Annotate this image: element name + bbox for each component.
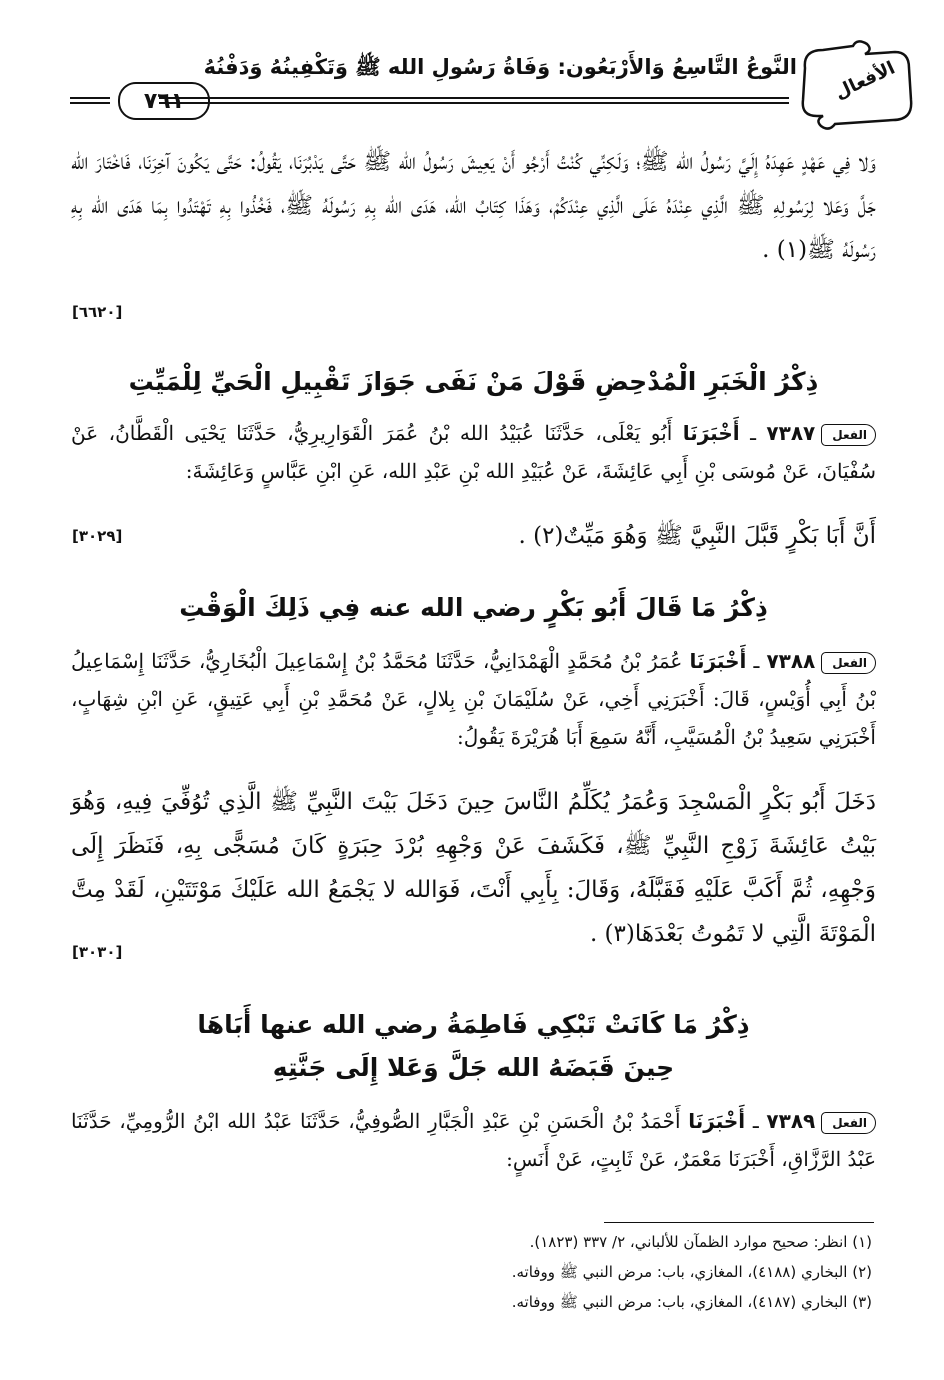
page-header xyxy=(60,40,915,135)
chapter-heading-line-2: حِينَ قَبَضَهُ الله جَلَّ وَعَلا إِلَى جَنَّتِهِ xyxy=(272,1053,675,1082)
isnad-text: أَحْمَدُ بْنُ الْحَسَنِ بْنِ عَبْدِ الْجَبَّارِ الصُّوفِيُّ، حَدَّثَنَا عَبْدُ الله ابْنُ الرُّومِيِّ، حَدَّثَنَا عَبْدُ الرَّزَّاقِ، أَخْبَرَنَا مَعْمَرٌ، عَنْ ثَابِتٍ، عَنْ أَنَسٍ: xyxy=(71,1109,876,1171)
hadith-badge: الفعل xyxy=(821,652,876,674)
hadith-7387-matn xyxy=(71,514,876,558)
footnote-1: (١) انظر: صحيح موارد الظمآن للألباني، ٢/ ٣٣٧ (١٨٢٣). xyxy=(529,1233,872,1251)
hadith-number: ٧٣٨٩ xyxy=(766,1109,816,1133)
chapter-heading: ذِكْرُ الْخَبَرِ الْمُدْحِضِ قَوْلَ مَنْ نَفَى جَوَازَ تَقْبِيلِ الْحَيِّ لِلْمَيِّتِ xyxy=(128,367,819,396)
continuation-paragraph xyxy=(71,140,876,272)
hadith-badge: الفعل xyxy=(821,1112,876,1134)
hadith-7387-isnad: الفعل٧٣٨٧ ـ أَخْبَرَنَا أَبُو يَعْلَى، حَدَّثَنَا عُبَيْدُ الله بْنُ عُمَرَ الْقَوَارِيرِيُّ، حَدَّثَنَا يَحْيَى الْقَطَّانُ، عَنْ سُفْيَانَ، عَنْ مُوسَى بْنِ أَبِي عَائِشَةَ، عَنْ عُبَيْدِ الله بْنِ عَبْدِ الله، عَنِ ابْنِ عَبَّاسٍ وَعَائِشَةَ: xyxy=(71,421,876,483)
chapter-heading: ذِكْرُ مَا كَانَتْ تَبْكِي فَاطِمَةُ رضي الله عنها أَبَاهَا xyxy=(197,1010,750,1039)
footnote-3: (٣) البخاري (٤١٨٧)، المغازي، باب: مرض النبي ﷺ ووفاته. xyxy=(511,1293,872,1311)
akhbarana-word: أَخْبَرَنَا xyxy=(682,421,740,445)
header-rule-right xyxy=(159,97,789,99)
hadith-badge: الفعل xyxy=(821,424,876,446)
chapter-heading: ذِكْرُ مَا قَالَ أَبُو بَكْرٍ رضي الله عنه فِي ذَلِكَ الْوَقْتِ xyxy=(179,593,768,622)
hadith-7388-matn xyxy=(71,780,876,956)
hadith-7388-isnad: الفعل٧٣٨٨ ـ أَخْبَرَنَا عُمَرُ بْنُ مُحَمَّدٍ الْهَمْدَانِيُّ، حَدَّثَنَا مُحَمَّدُ بْنُ إِسْمَاعِيلَ الْبُخَارِيُّ، حَدَّثَنَا إِسْمَاعِيلُ بْنُ أَبِي أُوَيْسٍ، قَالَ: أَخْبَرَنِي أَخِي، عَنْ سُلَيْمَانَ بْنِ بِلالٍ، عَنْ مُحَمَّدِ بْنِ أَبِي عَتِيقٍ، عَنِ ابْنِ شِهَابٍ، أَخْبَرَنِي سَعِيدُ بْنُ الْمُسَيَّبِ، أَنَّهُ سَمِعَ أَبَا هُرَيْرَةَ يَقُولُ: xyxy=(71,649,876,749)
continuation-text: وَلا فِي عَهْدٍ عَهِدَهُ إِلَيَّ رَسُولُ الله ﷺ؛ وَلَكِنِّي كُنْتُ أَرْجُو أَنْ يَعِيشَ رَسُولُ الله ﷺ حَتَّى يَدْبُرَنَا، يَقُولُ: حَتَّى يَكُونَ آخِرَنَا، فَاخْتَارَ الله جَلَّ وَعَلا لِرَسُولِهِ ﷺ الَّذِي عِنْدَهُ عَلَى الَّذِي عِنْدَكُمْ، وَهَذَا كِتَابُ الله، هَدَى الله بِهِ رَسُولَهُ ﷺ، فَخُذُوا بِهِ تَهْتَدُوا بِمَا هَدَى الله بِهِ رَسُولَهُ ﷺ(١) . xyxy=(71,149,876,263)
hadith-number: ٧٣٨٧ xyxy=(766,421,816,445)
isnad-text: عُمَرُ بْنُ مُحَمَّدٍ الْهَمْدَانِيُّ، حَدَّثَنَا مُحَمَّدُ بْنُ إِسْمَاعِيلَ الْبُخَارِيُّ، حَدَّثَنَا إِسْمَاعِيلُ بْنُ أَبِي أُوَيْسٍ، قَالَ: أَخْبَرَنِي أَخِي، عَنْ سُلَيْمَانَ بْنِ بِلالٍ، عَنْ مُحَمَّدِ بْنِ أَبِي عَتِيقٍ، عَنِ ابْنِ شِهَابٍ، أَخْبَرَنِي سَعِيدُ بْنُ الْمُسَيَّبِ، أَنَّهُ سَمِعَ أَبَا هُرَيْرَةَ يَقُولُ: xyxy=(71,649,876,749)
akhbarana-word: أَخْبَرَنَا xyxy=(688,1109,746,1133)
section-badge xyxy=(795,40,915,130)
footnote-separator xyxy=(604,1222,874,1223)
reference-number: [٦٦٢٠] xyxy=(72,303,123,321)
header-rule-right-2 xyxy=(159,102,789,104)
matn-text: أَنَّ أَبَا بَكْرٍ قَبَّلَ النَّبِيَّ ﷺ وَهُوَ مَيِّتٌ(٢) . xyxy=(518,523,876,549)
akhbarana-word: أَخْبَرَنَا xyxy=(689,649,747,673)
header-rule-left-2 xyxy=(70,102,110,104)
reference-number: [٣٠٣٠] xyxy=(72,943,123,961)
running-head: النَّوعُ التَّاسِعُ وَالأَرْبَعُون: وَفَاةُ رَسُولِ الله ﷺ وَتَكْفِينُهُ وَدَفْنُهُ xyxy=(203,55,797,79)
page-number: ٧٦١ xyxy=(118,82,210,120)
reference-number: [٣٠٢٩] xyxy=(72,527,123,545)
section-badge-label: الأفعال xyxy=(831,57,899,104)
footnote-2: (٢) البخاري (٤١٨٨)، المغازي، باب: مرض النبي ﷺ ووفاته. xyxy=(511,1263,872,1281)
matn-text: دَخَلَ أَبُو بَكْرٍ الْمَسْجِدَ وَعُمَرُ يُكَلِّمُ النَّاسَ حِينَ دَخَلَ بَيْتَ النَّبِيِّ ﷺ الَّذِي تُوُفِّيَ فِيهِ، وَهُوَ بَيْتُ عَائِشَةَ زَوْجِ النَّبِيِّ ﷺ، فَكَشَفَ عَنْ وَجْهِهِ بُرْدَ حِبَرَةٍ كَانَ مُسَجًّى بِهِ، فَنَظَرَ إِلَى وَجْهِهِ، ثُمَّ أَكَبَّ عَلَيْهِ فَقَبَّلَهُ، وَقَالَ: بِأَبِي أَنْتَ، فَوَالله لا يَجْمَعُ الله عَلَيْكَ مَوْتَتَيْنِ، لَقَدْ مِتَّ الْمَوْتَةَ الَّتِي لا تَمُوتُ بَعْدَهَا(٣) . xyxy=(71,789,876,947)
hadith-7389-isnad: الفعل٧٣٨٩ ـ أَخْبَرَنَا أَحْمَدُ بْنُ الْحَسَنِ بْنِ عَبْدِ الْجَبَّارِ الصُّوفِيُّ، حَدَّثَنَا عَبْدُ الله ابْنُ الرُّومِيِّ، حَدَّثَنَا عَبْدُ الرَّزَّاقِ، أَخْبَرَنَا مَعْمَرٌ، عَنْ ثَابِتٍ، عَنْ أَنَسٍ: xyxy=(71,1109,876,1171)
header-rule-left xyxy=(70,97,110,99)
isnad-text: أَبُو يَعْلَى، حَدَّثَنَا عُبَيْدُ الله بْنُ عُمَرَ الْقَوَارِيرِيُّ، حَدَّثَنَا يَحْيَى الْقَطَّانُ، عَنْ سُفْيَانَ، عَنْ مُوسَى بْنِ أَبِي عَائِشَةَ، عَنْ عُبَيْدِ الله بْنِ عَبْدِ الله، عَنِ ابْنِ عَبَّاسٍ وَعَائِشَةَ: xyxy=(71,421,876,483)
hadith-number: ٧٣٨٨ xyxy=(766,649,816,673)
